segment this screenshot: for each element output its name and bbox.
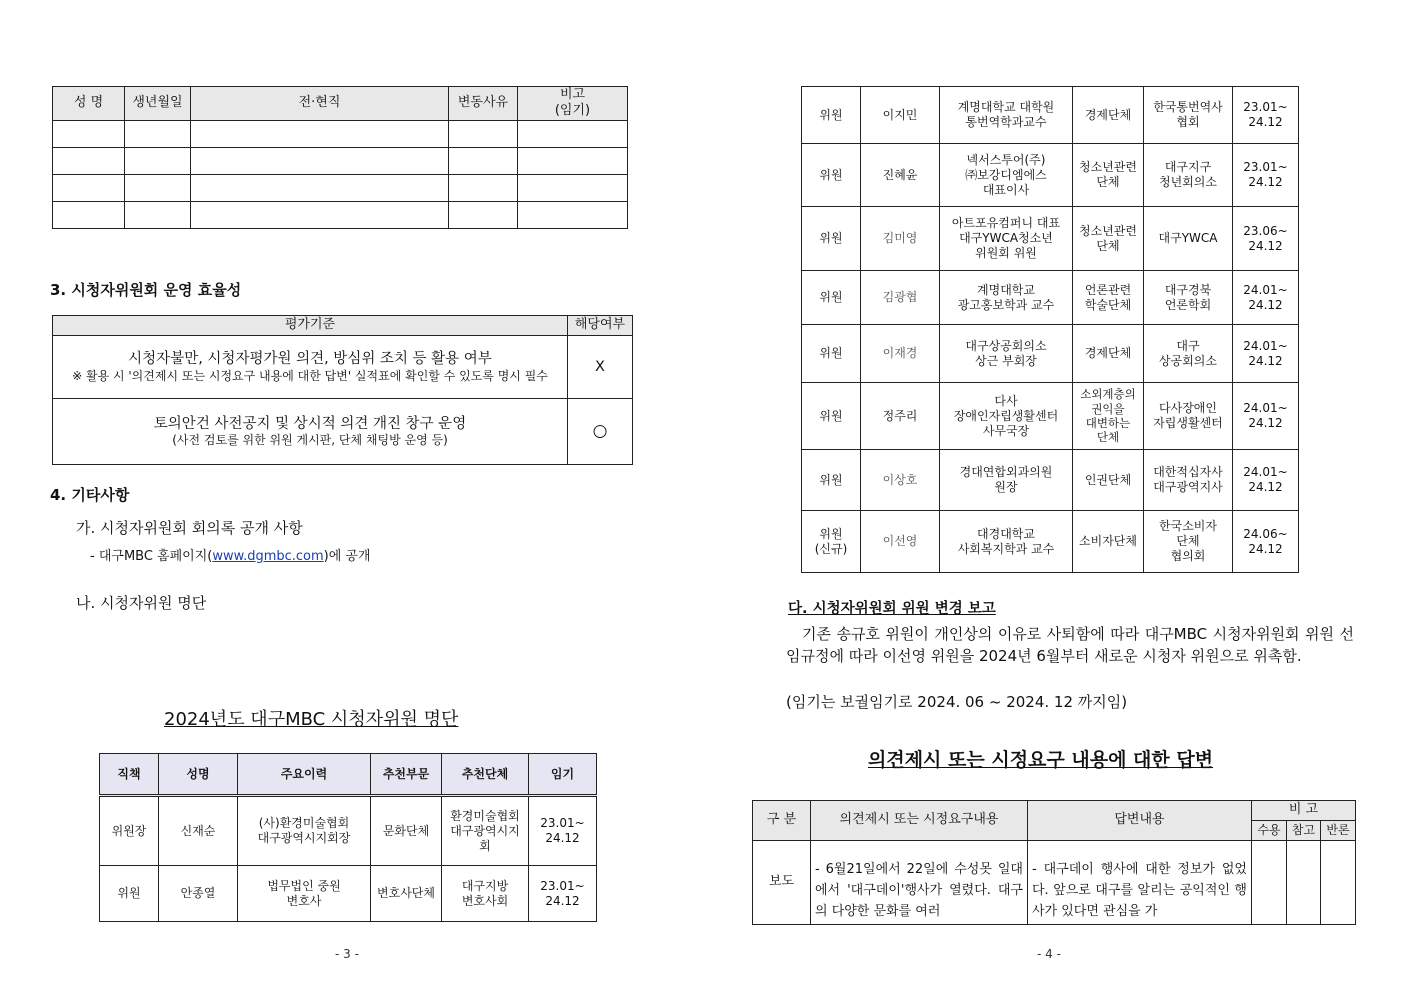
term-cell: 23.01~ 24.12 — [529, 796, 597, 866]
table-row — [53, 399, 633, 465]
term-cell: 24.01~ 24.12 — [1233, 271, 1299, 325]
page-number-4: - 4 - — [1037, 947, 1061, 961]
criteria-note: ※ 활용 시 '의견제시 또는 시정요구 내용에 대한 답변' 실적표에 확인할 수 있도록 명시 필수 — [72, 368, 548, 383]
bullet-prefix: - 대구MBC 홈페이지( — [90, 549, 213, 564]
career-cell: 대경대학교 사회복지학과 교수 — [940, 511, 1073, 573]
roster-title: 2024년도 대구MBC 시청자위원 명단 — [164, 709, 459, 730]
term-cell: 24.06~ 24.12 — [1233, 511, 1299, 573]
answer-title: 의견제시 또는 시정요구 내용에 대한 답변 — [868, 749, 1214, 771]
org-cell: 한국소비자 단체 협의회 — [1144, 511, 1233, 573]
header-remark-term: 비고 (임기) — [518, 87, 628, 121]
role-cell: 위원 (신규) — [802, 511, 861, 573]
career-cell: 계명대학교 대학원 통번역학과교수 — [940, 87, 1073, 144]
career-cell: 아트포유컴퍼니 대표 대구YWCA청소년 위원회 위원 — [940, 207, 1073, 271]
header-change-reason: 변동사유 — [449, 87, 518, 121]
table-row — [802, 144, 1299, 207]
header-remark: 비 고 — [1252, 801, 1356, 821]
sector-cell: 인권단체 — [1073, 450, 1144, 511]
table-row — [802, 325, 1299, 383]
table-row — [802, 271, 1299, 325]
table-row — [753, 841, 1356, 925]
homepage-bullet — [90, 545, 371, 564]
item-na: 나. 시청자위원 명단 — [76, 594, 207, 612]
table-row — [100, 866, 597, 922]
org-cell: 대구 상공회의소 — [1144, 325, 1233, 383]
change-report-title: 다. 시청자위원회 위원 변경 보고 — [788, 601, 996, 617]
sector-cell: 소외계층의 권익을 대변하는 단체 — [1073, 383, 1144, 450]
name-cell: 안종열 — [159, 866, 238, 922]
header-answer: 답변내용 — [1028, 801, 1252, 841]
sector-cell: 청소년관련 단체 — [1073, 144, 1144, 207]
header-criteria: 평가기준 — [53, 316, 568, 336]
table-row — [802, 511, 1299, 573]
change-report-body: 기존 송규호 위원이 개인상의 이유로 사퇴함에 따라 대구MBC 시청자위원회 위원 선임규정에 따라 이선영 위원을 2024년 6월부터 새로운 시청자 위원으로 위촉함. — [786, 625, 1354, 665]
header-refer: 참고 — [1287, 821, 1321, 841]
accept-cell — [1252, 841, 1287, 925]
refer-cell — [1287, 841, 1321, 925]
sector-cell: 경제단체 — [1073, 325, 1144, 383]
sector-cell: 청소년관련 단체 — [1073, 207, 1144, 271]
org-cell: 환경미술협회 대구광역시지 회 — [442, 796, 529, 866]
role-cell: 위원 — [802, 144, 861, 207]
table-row — [53, 336, 633, 399]
sector-cell: 언론관련 학술단체 — [1073, 271, 1144, 325]
career-cell: (사)환경미술협회 대구광역시지회장 — [238, 796, 371, 866]
name-cell: 김미영 — [861, 207, 940, 271]
name-cell: 이재경 — [861, 325, 940, 383]
table-row — [802, 207, 1299, 271]
role-cell: 위원 — [802, 450, 861, 511]
header-term: 임기 — [529, 754, 597, 796]
name-cell: 진혜윤 — [861, 144, 940, 207]
homepage-link[interactable]: www.dgmbc.com — [212, 549, 324, 564]
org-cell: 대구경북 언론학회 — [1144, 271, 1233, 325]
header-name: 성 명 — [53, 87, 125, 121]
criteria-main: 시청자불만, 시청자평가원 의견, 방심위 조치 등 활용 여부 — [128, 351, 492, 368]
name-cell: 이상호 — [861, 450, 940, 511]
answer-table — [752, 800, 1356, 925]
table-row — [53, 174, 628, 201]
role-cell: 위원 — [802, 383, 861, 450]
request-cell: - 6월21일에서 22일에 수성못 일대에서 '대구데이'행사가 열렸다. 대구의 다양한 문화를 여러 — [811, 841, 1028, 925]
bullet-suffix: )에 공개 — [323, 549, 371, 564]
term-cell: 24.01~ 24.12 — [1233, 325, 1299, 383]
efficiency-table — [52, 315, 633, 465]
table-row — [802, 450, 1299, 511]
role-cell: 위원 — [802, 271, 861, 325]
table-row — [53, 201, 628, 228]
role-cell: 위원 — [100, 866, 159, 922]
org-cell: 대한적십자사 대구광역지사 — [1144, 450, 1233, 511]
career-cell: 대구상공회의소 상근 부회장 — [940, 325, 1073, 383]
table-row — [53, 147, 628, 174]
term-cell: 23.01~ 24.12 — [1233, 87, 1299, 144]
org-cell: 대구지구 청년회의소 — [1144, 144, 1233, 207]
name-cell: 이선영 — [861, 511, 940, 573]
header-accept: 수용 — [1252, 821, 1287, 841]
header-birthdate: 생년월일 — [125, 87, 191, 121]
role-cell: 위원 — [802, 207, 861, 271]
header-category: 구 분 — [753, 801, 811, 841]
header-request: 의견제시 또는 시정요구내용 — [811, 801, 1028, 841]
term-cell: 24.01~ 24.12 — [1233, 383, 1299, 450]
sector-cell: 소비자단체 — [1073, 511, 1144, 573]
org-cell: 다사장애인 자립생활센터 — [1144, 383, 1233, 450]
criteria-note: (사전 검토를 위한 위원 게시판, 단체 채팅방 운영 등) — [172, 433, 448, 448]
answer-cell: - 대구데이 행사에 대한 정보가 없었다. 앞으로 대구를 알리는 공익적인 행사가 있다면 관심을 가 — [1028, 841, 1252, 925]
table-row — [802, 87, 1299, 144]
career-cell: 경대연합외과의원 원장 — [940, 450, 1073, 511]
role-cell: 위원장 — [100, 796, 159, 866]
table-row — [100, 796, 597, 866]
career-cell: 다사 장애인자립생활센터 사무국장 — [940, 383, 1073, 450]
role-cell: 위원 — [802, 325, 861, 383]
table-row — [53, 120, 628, 147]
role-cell: 위원 — [802, 87, 861, 144]
career-cell: 넥서스투어(주) ㈜보강디엠에스 대표이사 — [940, 144, 1073, 207]
term-cell: 24.01~ 24.12 — [1233, 450, 1299, 511]
roster-table-continued — [801, 86, 1299, 573]
section4-title: 4. 기타사항 — [50, 486, 130, 504]
criteria-main: 토의안건 사전공지 및 상시적 의견 개진 창구 운영 — [153, 415, 467, 432]
applicable-value: X — [568, 336, 633, 399]
term-cell: 23.01~ 24.12 — [1233, 144, 1299, 207]
member-change-table — [52, 86, 628, 229]
header-reject: 반론 — [1321, 821, 1356, 841]
name-cell: 신재순 — [159, 796, 238, 866]
page-number-3: - 3 - — [335, 947, 359, 961]
header-position: 전·현직 — [191, 87, 449, 121]
reject-cell — [1321, 841, 1356, 925]
org-cell: 한국통번역사 협회 — [1144, 87, 1233, 144]
table-row — [802, 383, 1299, 450]
header-role: 직책 — [100, 754, 159, 796]
header-sector: 추천부문 — [371, 754, 442, 796]
name-cell: 정주리 — [861, 383, 940, 450]
sector-cell: 변호사단체 — [371, 866, 442, 922]
name-cell: 이지민 — [861, 87, 940, 144]
sector-cell: 경제단체 — [1073, 87, 1144, 144]
header-applicable: 해당여부 — [568, 316, 633, 336]
career-cell: 계명대학교 광고홍보학과 교수 — [940, 271, 1073, 325]
career-cell: 법무법인 중원 변호사 — [238, 866, 371, 922]
org-cell: 대구YWCA — [1144, 207, 1233, 271]
header-name: 성명 — [159, 754, 238, 796]
header-career: 주요이력 — [238, 754, 371, 796]
category-cell: 보도 — [753, 841, 811, 925]
term-cell: 23.01~ 24.12 — [529, 866, 597, 922]
name-cell: 김광협 — [861, 271, 940, 325]
header-org: 추천단체 — [442, 754, 529, 796]
item-ga: 가. 시청자위원회 회의록 공개 사항 — [76, 519, 303, 537]
sector-cell: 문화단체 — [371, 796, 442, 866]
section3-title: 3. 시청자위원회 운영 효율성 — [50, 281, 242, 299]
org-cell: 대구지방 변호사회 — [442, 866, 529, 922]
applicable-value: ○ — [568, 399, 633, 465]
change-report-term: (임기는 보궐임기로 2024. 06 ~ 2024. 12 까지임) — [786, 693, 1128, 711]
term-cell: 23.06~ 24.12 — [1233, 207, 1299, 271]
roster-table — [99, 753, 597, 922]
